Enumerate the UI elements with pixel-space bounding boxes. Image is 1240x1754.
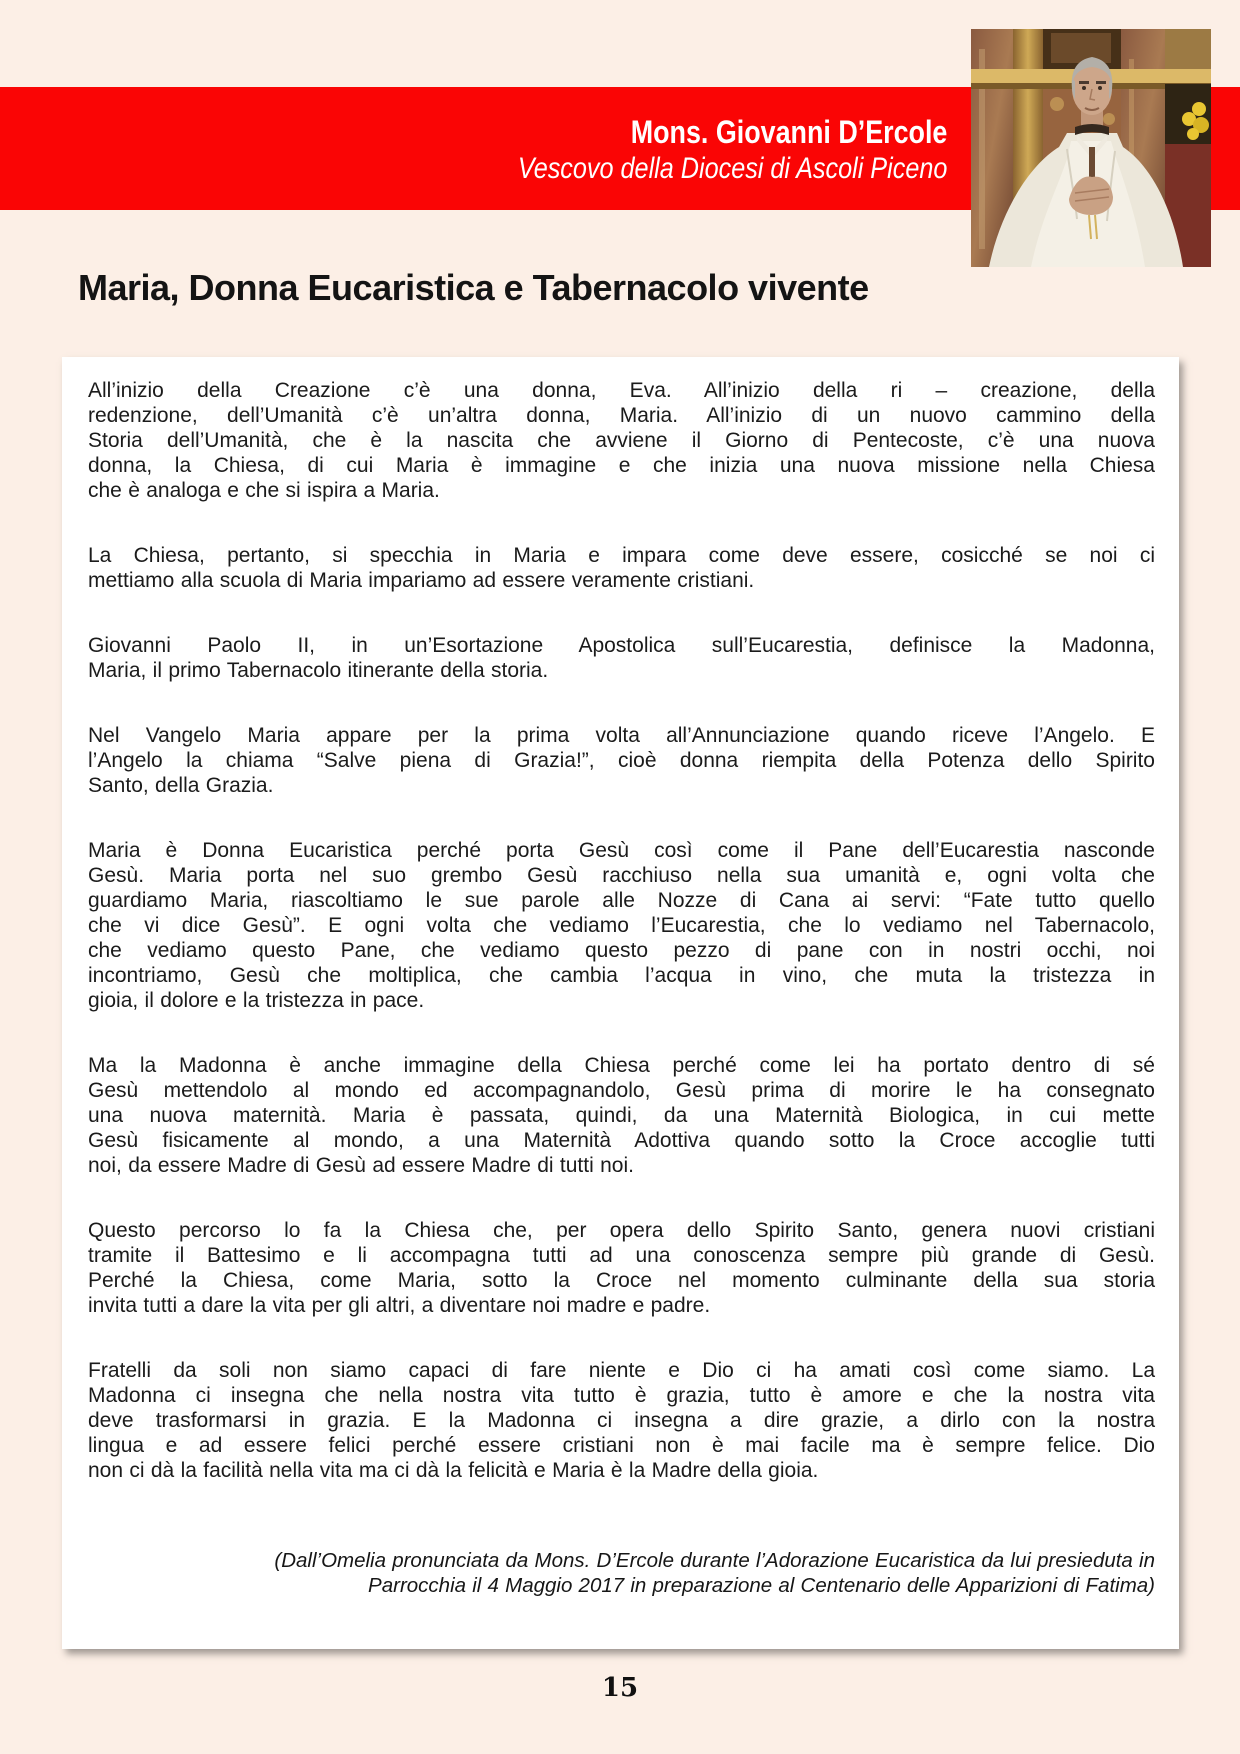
- bishop-photo: [971, 29, 1211, 267]
- text-line: Maria, il primo Tabernacolo itinerante della storia.: [88, 659, 549, 682]
- paragraph: [88, 838, 1155, 1013]
- text-line: Perché la Chiesa, come Maria, sotto la Croce nel momento culminante della sua storia: [88, 1269, 1155, 1292]
- text-line: mettiamo alla scuola di Maria impariamo ad essere veramente cristiani.: [88, 569, 755, 592]
- citation-block: [88, 1548, 1155, 1598]
- paragraph: [88, 1358, 1155, 1483]
- text-line: Maria è Donna Eucaristica perché porta Gesù così come il Pane dell’Eucarestia nasconde: [88, 839, 1155, 862]
- citation-line: Parrocchia il 4 Maggio 2017 in preparazione al Centenario delle Apparizioni di Fatima): [368, 1574, 1155, 1597]
- text-line: l’Angelo la chiama “Salve piena di Grazia!”, cioè donna riempita della Potenza dello Spirito: [88, 749, 1155, 772]
- citation-line: (Dall’Omelia pronunciata da Mons. D’Ercole durante l’Adorazione Eucaristica da lui presieduta in: [274, 1549, 1155, 1572]
- author-name: Mons. Giovanni D’Ercole: [630, 114, 947, 150]
- text-line: donna, la Chiesa, di cui Maria è immagine e che inizia una nuova missione nella Chiesa: [88, 454, 1155, 477]
- text-line: Madonna ci insegna che nella nostra vita tutto è grazia, tutto è amore e che la nostra vita: [88, 1384, 1155, 1407]
- text-line: guardiamo Maria, riascoltiamo le sue parole alle Nozze di Cana ai servi: “Fate tutto quello: [88, 889, 1155, 912]
- text-line: lingua e ad essere felici perché essere cristiani non è mai facile ma è sempre felice. Dio: [88, 1434, 1155, 1457]
- text-line: deve trasformarsi in grazia. E la Madonna ci insegna a dire grazie, a dirlo con la nostra: [88, 1409, 1155, 1432]
- text-line: non ci dà la facilità nella vita ma ci dà la felicità e Maria è la Madre della gioia.: [88, 1459, 819, 1482]
- paragraph: [88, 723, 1155, 798]
- text-line: che è analoga e che si ispira a Maria.: [88, 479, 440, 502]
- text-line: redenzione, dell’Umanità c’è un’altra donna, Maria. All’inizio di un nuovo cammino della: [88, 404, 1155, 427]
- author-role: Vescovo della Diocesi di Ascoli Piceno: [517, 152, 947, 185]
- article-body: [88, 378, 1155, 1483]
- text-line: Questo percorso lo fa la Chiesa che, per opera dello Spirito Santo, genera nuovi cristiani: [88, 1219, 1155, 1242]
- text-line: invita tutti a dare la vita per gli altri, a diventare noi madre e padre.: [88, 1294, 711, 1317]
- text-line: che vi dice Gesù”. E ogni volta che vediamo l’Eucarestia, che lo vediamo nel Tabernacolo,: [88, 914, 1155, 937]
- paragraph: [88, 543, 1155, 593]
- article-title: Maria, Donna Eucaristica e Tabernacolo vivente: [78, 267, 869, 309]
- paragraph: [88, 378, 1155, 503]
- text-line: gioia, il dolore e la tristezza in pace.: [88, 989, 425, 1012]
- text-line: una nuova maternità. Maria è passata, quindi, da una Maternità Biologica, in cui mette: [88, 1104, 1155, 1127]
- text-line: Storia dell’Umanità, che è la nascita che avviene il Giorno di Pentecoste, c’è una nuova: [88, 429, 1155, 452]
- paragraph: [88, 1218, 1155, 1318]
- text-line: Gesù mettendolo al mondo ed accompagnandolo, Gesù prima di morire le ha consegnato: [88, 1079, 1155, 1102]
- page-number: 15: [601, 1673, 639, 1703]
- text-line: che vediamo questo Pane, che vediamo questo pezzo di pane con in nostri occhi, noi: [88, 939, 1155, 962]
- paragraph: [88, 1053, 1155, 1178]
- text-line: Gesù fisicamente al mondo, a una Maternità Adottiva quando sotto la Croce accoglie tutti: [88, 1129, 1155, 1152]
- text-line: noi, da essere Madre di Gesù ad essere Madre di tutti noi.: [88, 1154, 634, 1177]
- text-line: All’inizio della Creazione c’è una donna, Eva. All’inizio della ri – creazione, della: [88, 379, 1155, 402]
- text-line: Santo, della Grazia.: [88, 774, 274, 797]
- text-line: tramite il Battesimo e li accompagna tutti ad una conoscenza sempre più grande di Gesù.: [88, 1244, 1155, 1267]
- text-line: Fratelli da soli non siamo capaci di fare niente e Dio ci ha amati così come siamo. La: [88, 1359, 1155, 1382]
- text-line: Ma la Madonna è anche immagine della Chiesa perché come lei ha portato dentro di sé: [88, 1054, 1155, 1077]
- text-line: La Chiesa, pertanto, si specchia in Maria e impara come deve essere, cosicché se noi ci: [88, 544, 1155, 567]
- article-box: [62, 357, 1179, 1649]
- text-line: Giovanni Paolo II, in un’Esortazione Apostolica sull’Eucarestia, definisce la Madonna,: [88, 634, 1155, 657]
- text-line: incontriamo, Gesù che moltiplica, che cambia l’acqua in vino, che muta la tristezza in: [88, 964, 1155, 987]
- text-line: Gesù. Maria porta nel suo grembo Gesù racchiuso nella sua umanità e, ogni volta che: [88, 864, 1155, 887]
- paragraph: [88, 633, 1155, 683]
- header-text-block: [517, 114, 947, 187]
- text-line: Nel Vangelo Maria appare per la prima volta all’Annunciazione quando riceve l’Angelo. E: [88, 724, 1155, 747]
